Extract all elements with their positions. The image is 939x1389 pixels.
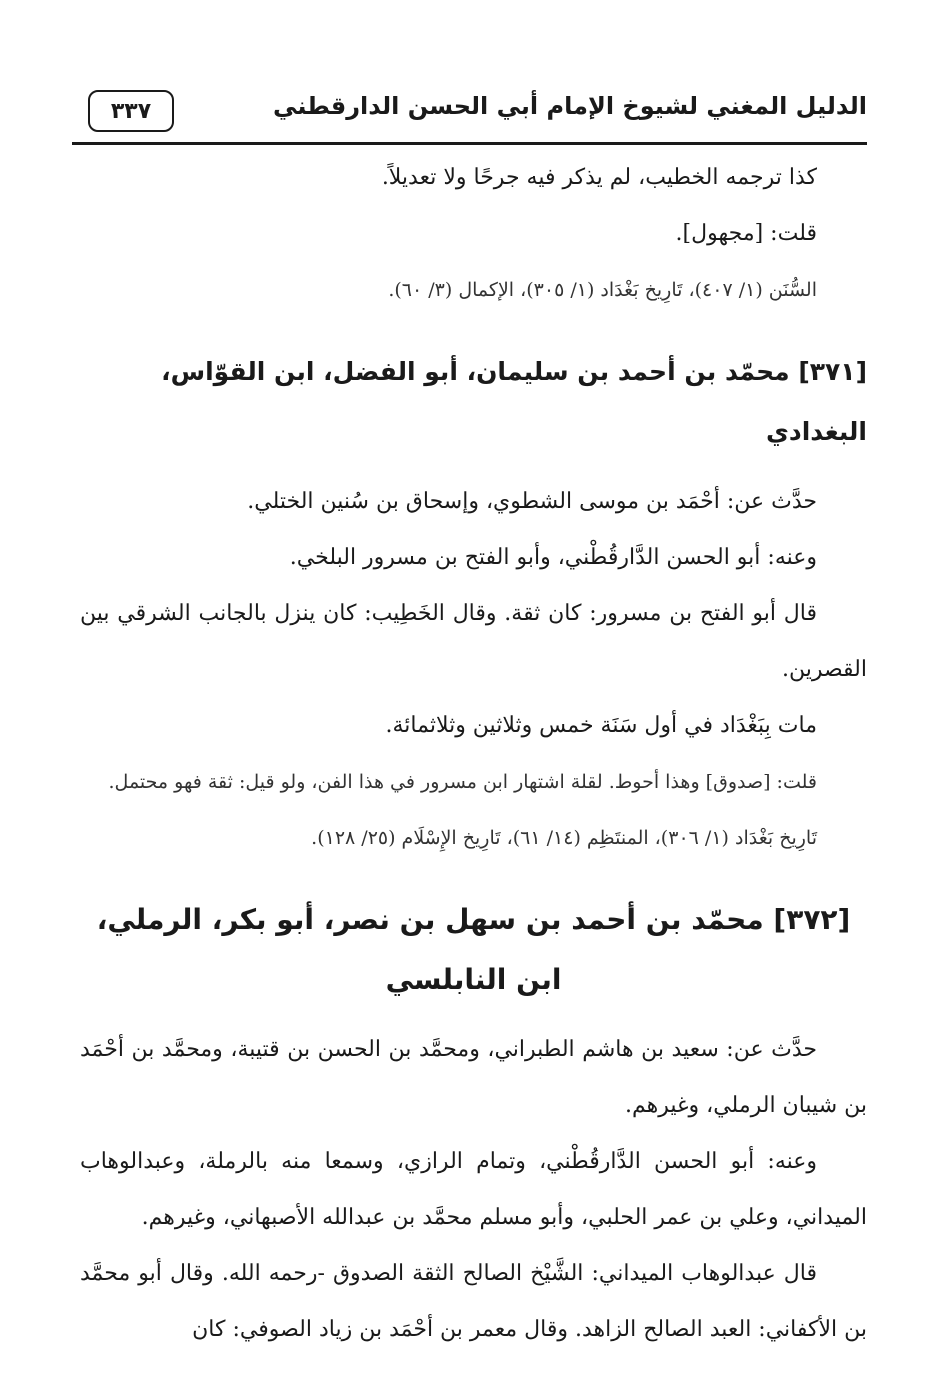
entry-372-title-line1: [٣٧٢] محمّد بن أحمد بن سهل بن نصر، أبو بكر، الرملي، <box>96 903 851 936</box>
entry-371-students: وعنه: أبو الحسن الدَّارقُطْني، وأبو الفتح بن مسرور البلخي. <box>289 545 817 570</box>
entry-372-title-line2: ابن النابلسي <box>385 963 562 996</box>
entry-370-verdict: قلت: [مجهول]. <box>675 221 817 246</box>
entry-371-references: تَارِيخ بَغْدَاد (١/ ٣٠٦)، المنتَظِم (١٤/ ٦١)، تَارِيخ الإِسْلَام (٢٥/ ١٢٨). <box>311 827 817 849</box>
page-header <box>72 80 867 145</box>
entry-372-title <box>80 890 867 1010</box>
running-title: الدليل المغني لشيوخ الإمام أبي الحسن الدارقطني <box>273 92 867 120</box>
entry-370-note: كذا ترجمه الخطيب، لم يذكر فيه جرحًا ولا تعديلاً. <box>381 165 817 190</box>
page-number: ٣٣٧ <box>110 98 152 124</box>
entry-372-sayings: قال عبدالوهاب الميداني: الشَّيْخ الصالح الثقة الصدوق -رحمه الله. وقال أبو محمَّد بن الأكفاني: العبد الصالح الزاهد. وقال معمر بن أحْمَد بن زياد الصوفي: كان <box>80 1261 867 1342</box>
page-body <box>80 150 867 1358</box>
entry-371-verdict: قلت: [صدوق] وهذا أحوط. لقلة اشتهار ابن مسرور في هذا الفن، ولو قيل: ثقة فهو محتمل. <box>108 771 817 793</box>
entry-371-teachers: حدَّث عن: أحْمَد بن موسى الشطوي، وإسحاق بن سُنين الختلي. <box>247 489 817 514</box>
page-number-frame <box>88 90 174 132</box>
entry-370-references: السُّنَن (١/ ٤٠٧)، تَارِيخ بَغْدَاد (١/ ٣٠٥)، الإكمال (٣/ ٦٠). <box>388 279 817 301</box>
entry-371-sayings: قال أبو الفتح بن مسرور: كان ثقة. وقال الخَطِيب: كان ينزل بالجانب الشرقي بين القصرين. <box>80 601 867 682</box>
entry-371-title: [٣٧١] محمّد بن أحمد بن سليمان، أبو الفضل، ابن القوّاس، البغدادي <box>161 357 867 446</box>
entry-372-students: وعنه: أبو الحسن الدَّارقُطْني، وتمام الرازي، وسمعا منه بالرملة، وعبدالوهاب الميداني، وعلي بن عمر الحلبي، وأبو مسلم محمَّد بن عبدالله الأصبهاني، وغيرهم. <box>80 1149 867 1230</box>
entry-371-death: مات بِبَغْدَاد في أول سَنَة خمس وثلاثين وثلاثمائة. <box>385 713 817 738</box>
entry-372-teachers: حدَّث عن: سعيد بن هاشم الطبراني، ومحمَّد بن الحسن بن قتيبة، ومحمَّد بن أحْمَد بن شيبان الرملي، وغيرهم. <box>80 1037 867 1118</box>
